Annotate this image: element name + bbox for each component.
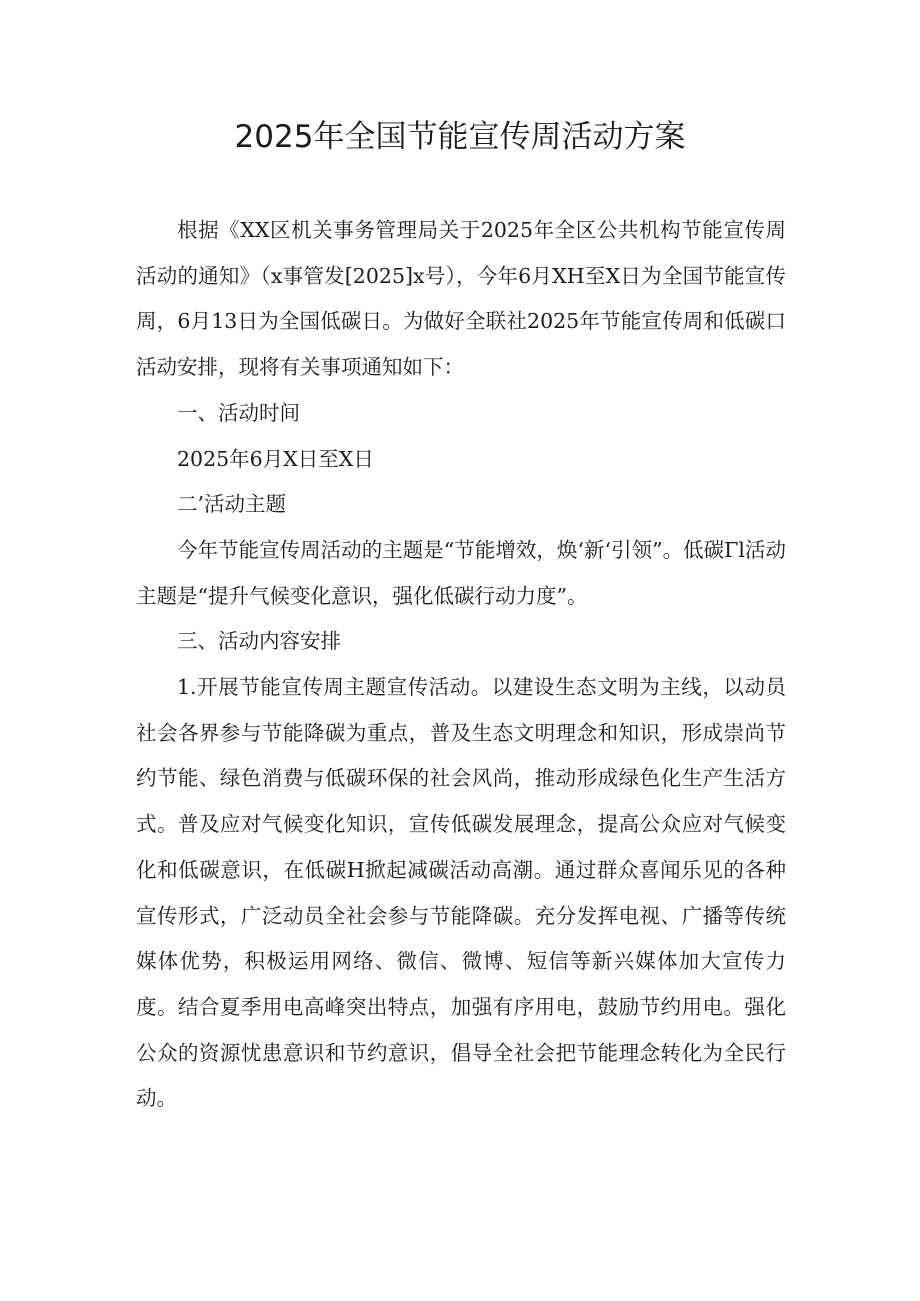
document-title: 2025年全国节能宣传周活动方案 bbox=[234, 119, 686, 155]
section-2-body: 今年节能宣传周活动的主题是“节能增效，焕‘新‘引领”。低碳Γl活动主题是“提升气候变化意识，强化低碳行动力度”。 bbox=[136, 537, 786, 608]
section-1-heading: 一、活动时间 bbox=[177, 400, 300, 425]
section-2-heading: 二’活动主题 bbox=[177, 492, 287, 517]
section-3-item-1: 1.开展节能宣传周主题宣传活动。以建设生态文明为主线，以动员社会各界参与节能降碳为重点，普及生态文明理念和知识，形成崇尚节约节能、绿色消费与低碳环保的社会风尚，推动形成绿色化生产生活方式。普及应对气候变化知识，宣传低碳发展理念，提高公众应对气候变化和低碳意识，在低碳H掀起减碳活动高潮。通过群众喜闻乐见的各种宣传形式，广泛动员全社会参与节能降碳。充分发挥电视、广播等传统媒体优势，积极运用网络、微信、微博、短信等新兴媒体加大宣传力度。结合夏季用电高峰突出特点，加强有序用电，鼓励节约用电。强化公众的资源忧患意识和节约意识，倡导全社会把节能理念转化为全民行动。 bbox=[136, 675, 786, 1111]
intro-paragraph: 根据《XX区机关事务管理局关于2025年全区公共机构节能宣传周活动的通知》（x事管发[2025]x号），今年6月XH至X日为全国节能宣传周，6月13日为全国低碳日。为做好全联社2025年节能宣传周和低碳口活动安排，现将有关事项通知如下： bbox=[136, 218, 786, 380]
section-1-body: 2025年6月X日至X日 bbox=[177, 446, 374, 471]
document-body bbox=[136, 208, 786, 1122]
section-3-heading: 三、活动内容安排 bbox=[177, 629, 341, 654]
